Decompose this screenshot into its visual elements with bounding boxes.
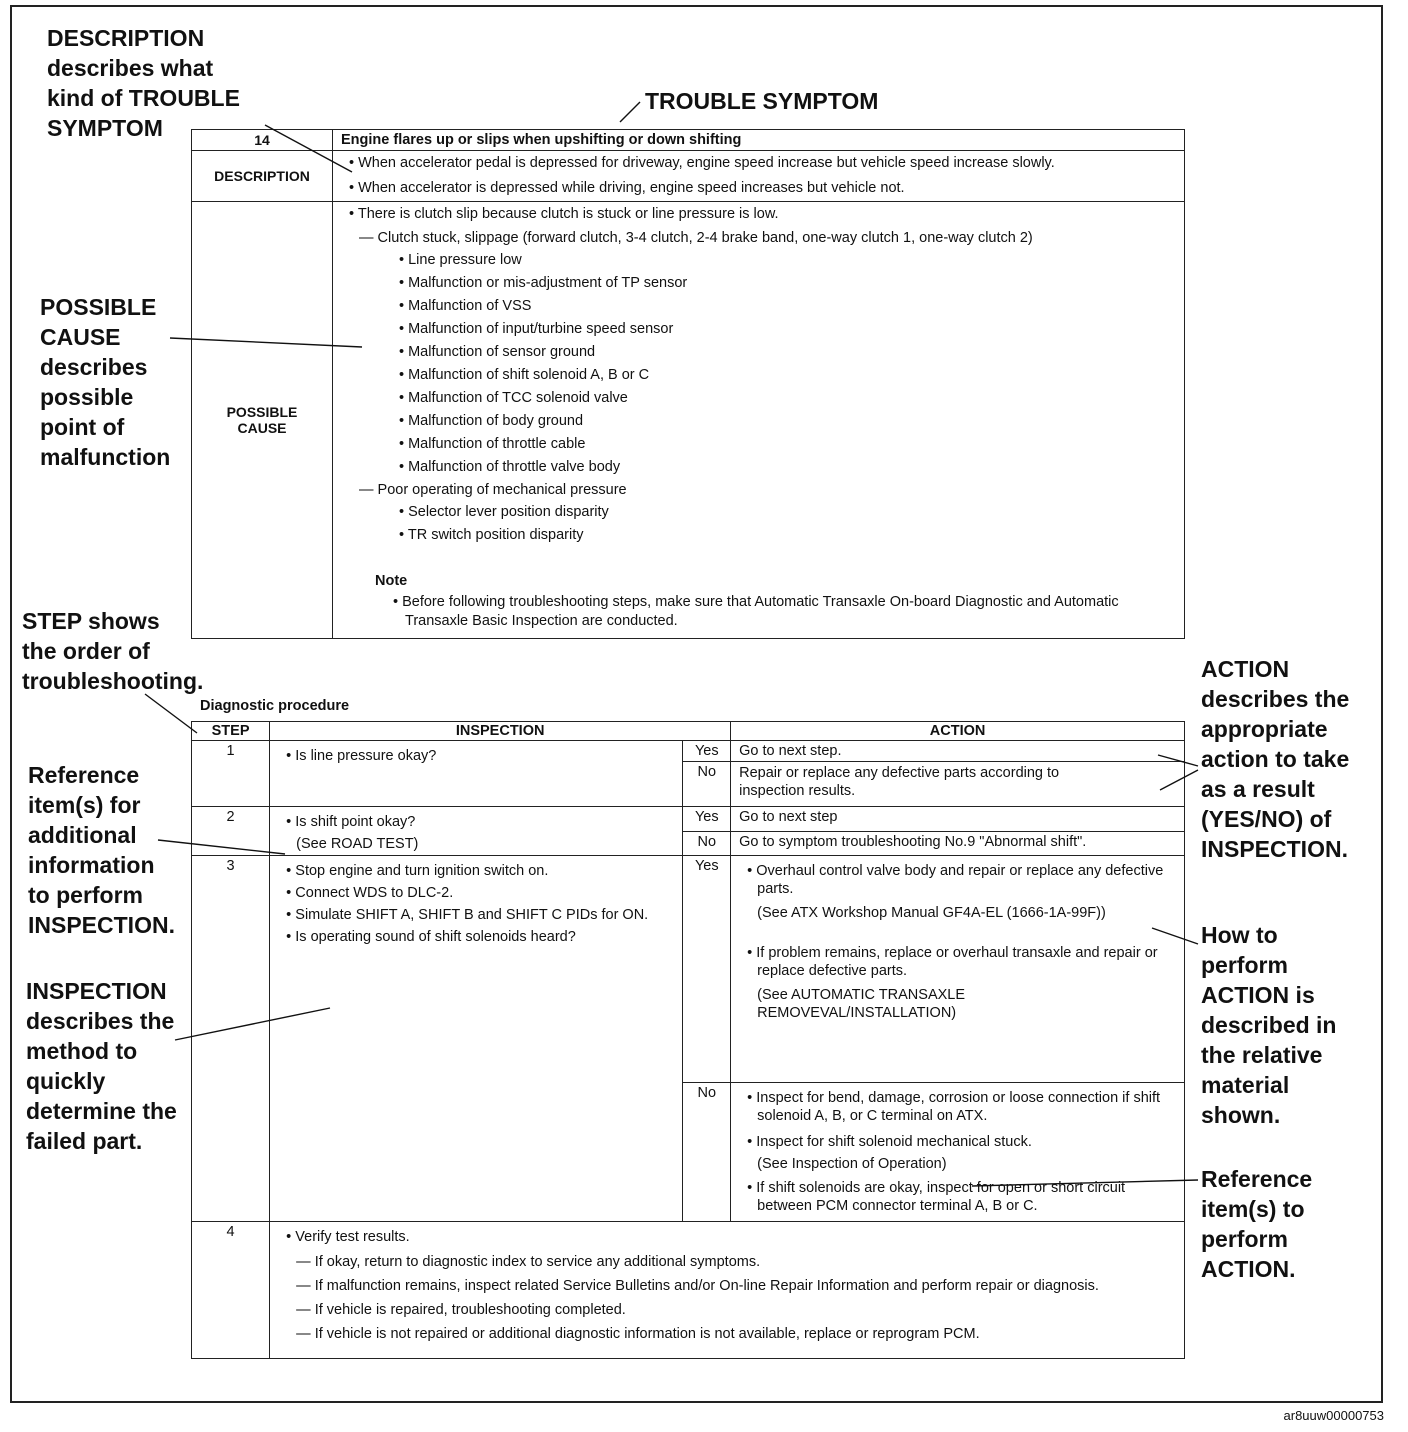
annotation-description: DESCRIPTION describes what kind of TROUBLE SYMPTOM bbox=[47, 25, 240, 141]
symptom-number: 14 bbox=[192, 130, 333, 151]
cause-cell bbox=[333, 202, 1185, 639]
note-text: • Before following troubleshooting steps, make sure that Automatic Transaxle On-board Diagnostic and Automatic Transaxle Basic Inspection are conducted. bbox=[393, 594, 1119, 629]
header-step: STEP bbox=[192, 722, 270, 741]
annotation-reference-inspection: Reference item(s) for additional information to perform INSPECTION. bbox=[28, 762, 175, 938]
description-item: • When accelerator is depressed while driving, engine speed increases but vehicle not. bbox=[349, 180, 905, 196]
cause-item: • Line pressure low bbox=[399, 252, 522, 268]
no-label: No bbox=[683, 831, 731, 856]
description-label: DESCRIPTION bbox=[192, 151, 333, 202]
cause-item: • TR switch position disparity bbox=[399, 527, 584, 543]
cause-item: • Malfunction of VSS bbox=[399, 298, 532, 314]
yes-label: Yes bbox=[683, 807, 731, 832]
diagnostic-title: Diagnostic procedure bbox=[200, 698, 350, 714]
step-number: 2 bbox=[192, 807, 270, 856]
cause-intro: • There is clutch slip because clutch is stuck or line pressure is low. bbox=[349, 206, 779, 222]
diagnostic-table bbox=[191, 721, 1185, 1359]
cause-item: • Malfunction of sensor ground bbox=[399, 344, 596, 360]
step2-inspection: • Is shift point okay? (See ROAD TEST) bbox=[270, 807, 683, 856]
annotation-reference-action: Reference item(s) to perform ACTION. bbox=[1201, 1166, 1313, 1282]
step-number: 3 bbox=[192, 856, 270, 1222]
cause-item: • Malfunction of throttle valve body bbox=[399, 459, 621, 475]
step3-no-action: • Inspect for bend, damage, corrosion or loose connection if shift solenoid A, B, or C terminal on ATX. • Inspect for shift solenoid mechanical stuck. (See Inspection of Operation) • If shift solenoids are okay, inspect for open or short circuit between PCM connector terminal A, B or C. bbox=[731, 1083, 1185, 1222]
cause-item: • Malfunction of TCC solenoid valve bbox=[399, 390, 628, 406]
annotation-possible-cause: POSSIBLE CAUSE describes possible point of malfunction bbox=[40, 294, 171, 470]
cause-item: • Malfunction of body ground bbox=[399, 413, 584, 429]
annotation-inspection: INSPECTION describes the method to quickly determine the failed part. bbox=[26, 978, 177, 1154]
step1-inspection: • Is line pressure okay? bbox=[270, 741, 683, 807]
step-number: 4 bbox=[192, 1222, 270, 1359]
yes-label: Yes bbox=[683, 741, 731, 762]
step1-yes-action: Go to next step. bbox=[731, 741, 1185, 762]
cause-group: — Clutch stuck, slippage (forward clutch, 3-4 clutch, 2-4 brake band, one-way clutch 1, one-way clutch 2) bbox=[359, 230, 1033, 246]
no-label: No bbox=[683, 1083, 731, 1222]
cause-item: • Malfunction of throttle cable bbox=[399, 436, 586, 452]
header-action: ACTION bbox=[731, 722, 1185, 741]
cause-item: • Malfunction of input/turbine speed sensor bbox=[399, 321, 674, 337]
cause-group: — Poor operating of mechanical pressure bbox=[359, 482, 627, 498]
figure-reference: ar8uuw00000753 bbox=[1283, 1408, 1384, 1423]
step3-inspection: • Stop engine and turn ignition switch on. • Connect WDS to DLC-2. • Simulate SHIFT A, SHIFT B and SHIFT C PIDs for ON. • Is operating sound of shift solenoids heard? bbox=[270, 856, 683, 1222]
annotation-how-to: How to perform ACTION is described in the relative material shown. bbox=[1201, 922, 1337, 1128]
cause-item: • Malfunction of shift solenoid A, B or C bbox=[399, 367, 650, 383]
cause-item: • Selector lever position disparity bbox=[399, 504, 609, 520]
annotation-trouble-symptom: TROUBLE SYMPTOM bbox=[645, 88, 879, 114]
step4-content: • Verify test results. — If okay, return to diagnostic index to service any additional symptoms. — If malfunction remains, inspect related Service Bulletins and/or On-line Repair Information and perform repair or diagnosis. — If vehicle is repaired, troubleshooting completed. — If vehicle is not repaired or additional diagnostic information is not available, replace or reprogram PCM. bbox=[270, 1222, 1185, 1359]
step3-yes-action: • Overhaul control valve body and repair or replace any defective parts. (See ATX Workshop Manual GF4A-EL (1666-1A-99F)) • If problem remains, replace or overhaul transaxle and repair or replace defective parts. (See AUTOMATIC TRANSAXLE REMOVEVAL/INSTALLATION) bbox=[731, 856, 1185, 1083]
cause-item: • Malfunction or mis-adjustment of TP sensor bbox=[399, 275, 688, 291]
description-cell bbox=[333, 151, 1185, 202]
step1-no-action: Repair or replace any defective parts according to inspection results. bbox=[731, 762, 1185, 807]
no-label: No bbox=[683, 762, 731, 807]
cause-label: POSSIBLE CAUSE bbox=[192, 202, 333, 639]
annotation-action: ACTION describes the appropriate action to take as a result (YES/NO) of INSPECTION. bbox=[1201, 656, 1350, 862]
note-label: Note bbox=[375, 573, 408, 589]
description-item: • When accelerator pedal is depressed for driveway, engine speed increase but vehicle speed increase slowly. bbox=[349, 155, 1055, 171]
symptom-table bbox=[191, 129, 1185, 639]
step2-inspection-ref: (See ROAD TEST) bbox=[296, 836, 419, 852]
annotation-step: STEP shows the order of troubleshooting. bbox=[22, 608, 204, 694]
yes-label: Yes bbox=[683, 856, 731, 1083]
step-number: 1 bbox=[192, 741, 270, 807]
step2-no-action: Go to symptom troubleshooting No.9 "Abnormal shift". bbox=[731, 831, 1185, 856]
step2-yes-action: Go to next step bbox=[731, 807, 1185, 832]
header-inspection: INSPECTION bbox=[270, 722, 731, 741]
symptom-title: Engine flares up or slips when upshifting or down shifting bbox=[333, 130, 1185, 151]
